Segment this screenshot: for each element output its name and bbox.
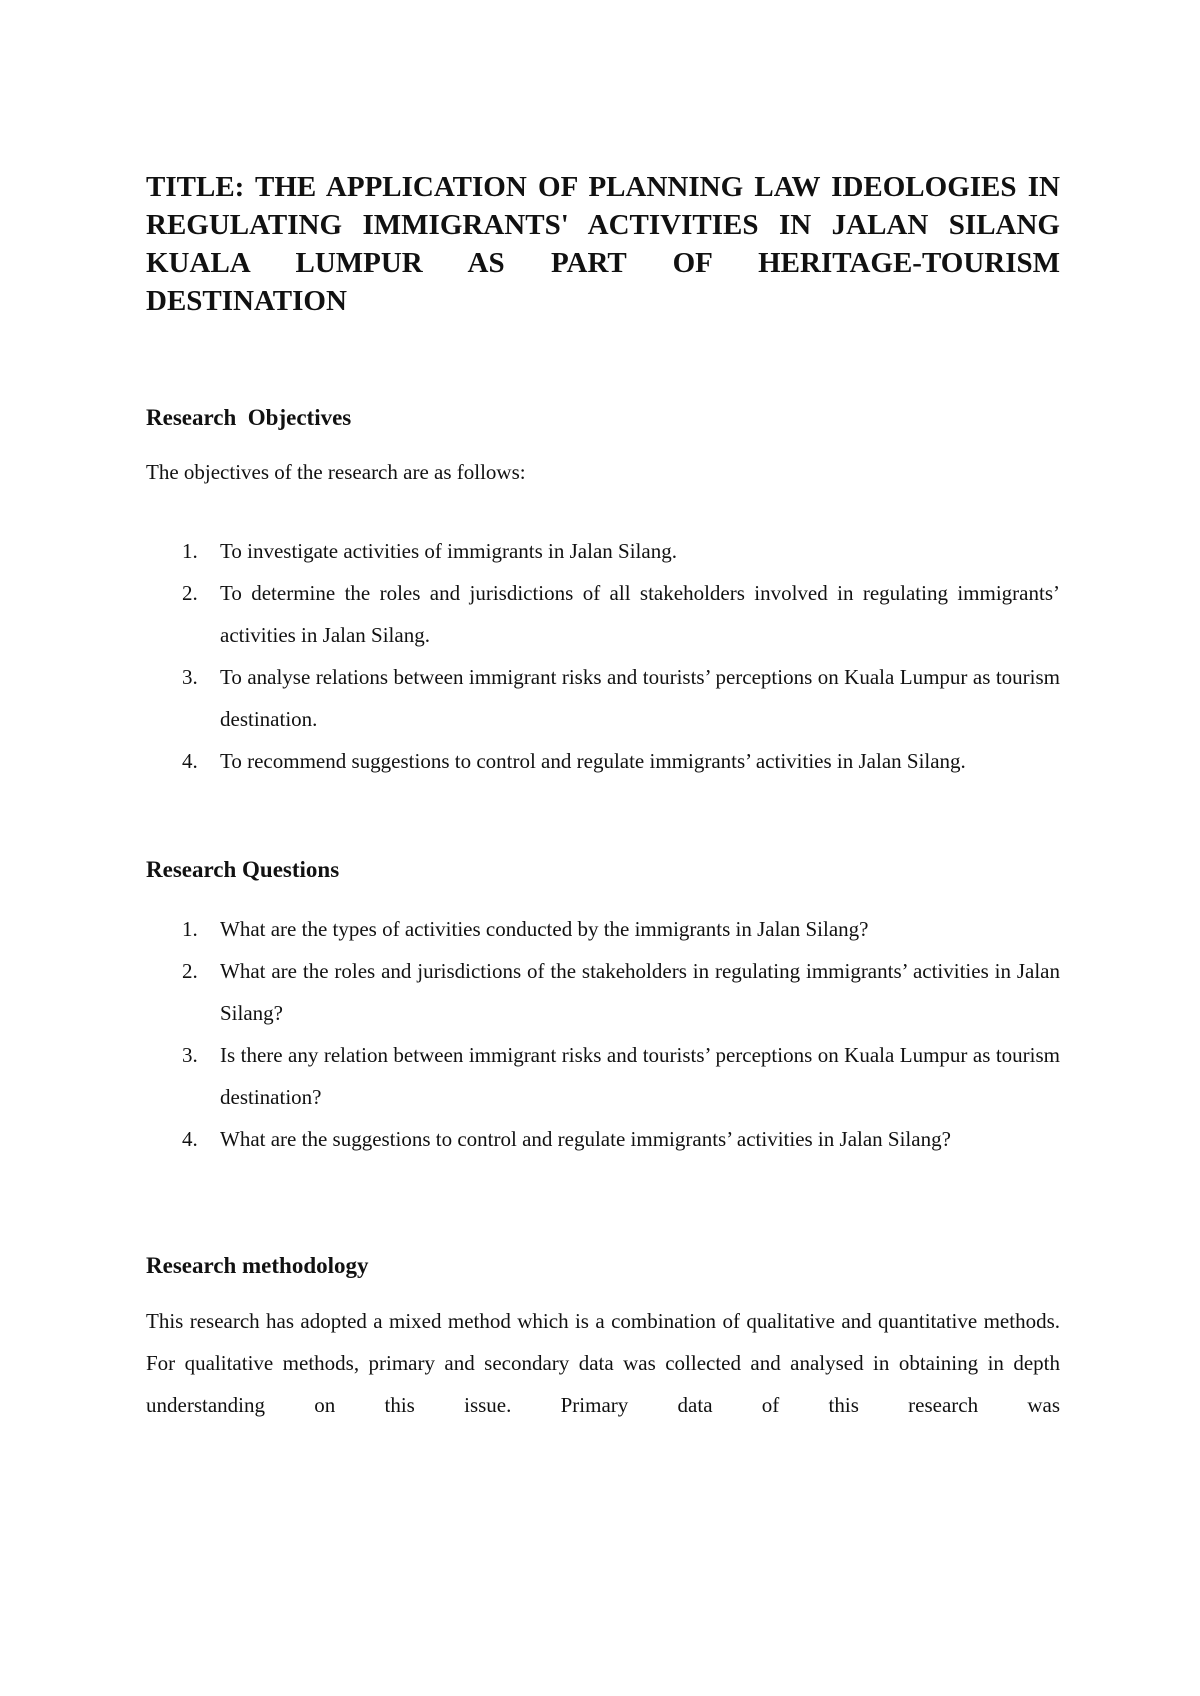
- methodology-paragraph: This research has adopted a mixed method which is a combination of qualitative and quantitative methods. For qualitative methods, primary and secondary data was collected and analysed in obtaining in depth understanding on this issue. Primary data of this research was: [146, 1309, 1060, 1417]
- list-item: [146, 908, 1060, 950]
- objectives-heading: Research Objectives: [146, 405, 352, 430]
- document-title: TITLE: THE APPLICATION OF PLANNING LAW IDEOLOGIES IN REGULATING IMMIGRANTS' ACTIVITIES IN JALAN SILANG KUALA LUMPUR AS PART OF HERITAGE-TOURISM DESTINATION: [146, 171, 1060, 317]
- methodology-heading: Research methodology: [146, 1253, 369, 1278]
- questions-list: [146, 908, 1060, 1160]
- document-body: [146, 168, 1060, 1426]
- list-item: [146, 1034, 1060, 1118]
- list-number: 3.: [182, 1043, 198, 1067]
- objectives-intro: The objectives of the research are as follows:: [146, 460, 526, 484]
- list-item-text: To analyse relations between immigrant risks and tourists’ perceptions on Kuala Lumpur as tourism destination.: [220, 665, 1060, 731]
- list-item-text: What are the roles and jurisdictions of the stakeholders in regulating immigrants’ activities in Jalan Silang?: [220, 959, 1060, 1025]
- list-item: [146, 656, 1060, 740]
- list-item-text: To investigate activities of immigrants in Jalan Silang.: [220, 539, 677, 563]
- list-number: 3.: [182, 665, 198, 689]
- objectives-list: [146, 530, 1060, 782]
- list-item: [146, 950, 1060, 1034]
- list-number: 4.: [182, 1127, 198, 1151]
- list-item-text: To determine the roles and jurisdictions of all stakeholders involved in regulating immigrants’ activities in Jalan Silang.: [220, 581, 1060, 647]
- questions-heading: Research Questions: [146, 857, 340, 882]
- list-item: [146, 1118, 1060, 1160]
- list-item-text: What are the types of activities conducted by the immigrants in Jalan Silang?: [220, 917, 869, 941]
- list-number: 1.: [182, 917, 198, 941]
- list-item: [146, 740, 1060, 782]
- list-number: 4.: [182, 749, 198, 773]
- list-item: [146, 530, 1060, 572]
- list-number: 2.: [182, 959, 198, 983]
- list-number: 1.: [182, 539, 198, 563]
- list-item-text: Is there any relation between immigrant risks and tourists’ perceptions on Kuala Lumpur as tourism destination?: [220, 1043, 1060, 1109]
- list-item-text: What are the suggestions to control and regulate immigrants’ activities in Jalan Silang?: [220, 1127, 951, 1151]
- list-item-text: To recommend suggestions to control and regulate immigrants’ activities in Jalan Silang.: [220, 749, 966, 773]
- list-item: [146, 572, 1060, 656]
- list-number: 2.: [182, 581, 198, 605]
